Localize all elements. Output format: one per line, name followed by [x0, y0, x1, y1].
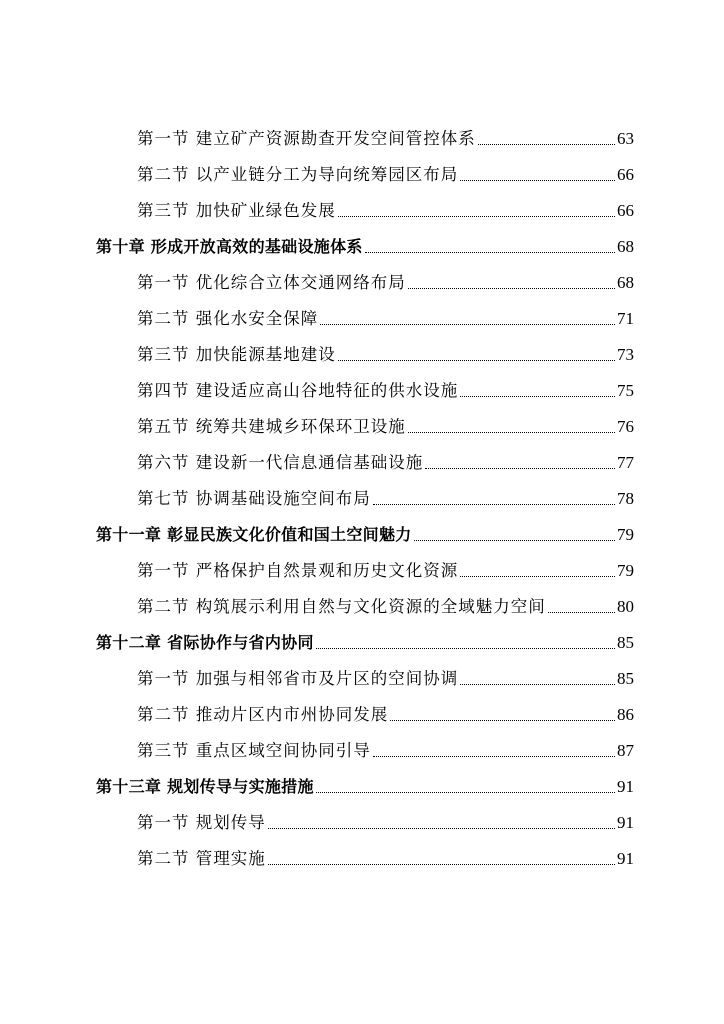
toc-entry-title: 第一节 规划传导: [137, 813, 266, 832]
dot-leader: [373, 503, 615, 505]
toc-entry-page: 66: [617, 201, 634, 220]
toc-entry[interactable]: [137, 808, 634, 834]
dot-leader: [408, 431, 615, 433]
toc-entry-title: 第一节 建立矿产资源勘查开发空间管控体系: [137, 129, 476, 148]
dot-leader: [548, 611, 615, 613]
dot-leader: [460, 179, 615, 181]
toc-entry[interactable]: [137, 844, 634, 870]
toc-entry[interactable]: [137, 448, 634, 474]
dot-leader: [460, 683, 615, 685]
toc-entry-title: 第一节 优化综合立体交通网络布局: [137, 273, 406, 292]
toc-entry[interactable]: [137, 340, 634, 366]
toc-chapter-entry[interactable]: [96, 520, 634, 546]
toc-chapter-title: 第十章 形成开放高效的基础设施体系: [96, 237, 363, 256]
toc-entry[interactable]: [137, 196, 634, 222]
dot-leader: [316, 647, 615, 649]
toc-entry-title: 第一节 加强与相邻省市及片区的空间协调: [137, 669, 459, 688]
toc-chapter-entry[interactable]: [96, 628, 634, 654]
toc-entry-page: 91: [617, 813, 634, 832]
toc-entry-title: 第三节 重点区域空间协同引导: [137, 741, 371, 760]
toc-entry[interactable]: [137, 304, 634, 330]
toc-entry-title: 第七节 协调基础设施空间布局: [137, 489, 371, 508]
toc-entry-page: 73: [617, 345, 634, 364]
toc-entry-page: 78: [617, 489, 634, 508]
dot-leader: [408, 287, 615, 289]
dot-leader: [338, 215, 615, 217]
toc-chapter-title: 第十一章 彰显民族文化价值和国土空间魅力: [96, 525, 412, 544]
dot-leader: [338, 359, 615, 361]
dot-leader: [390, 719, 615, 721]
toc-entry[interactable]: [137, 736, 634, 762]
toc-entry[interactable]: [137, 700, 634, 726]
toc-entry-page: 85: [617, 669, 634, 688]
toc-entry-title: 第四节 建设适应高山谷地特征的供水设施: [137, 381, 459, 400]
dot-leader: [425, 467, 615, 469]
dot-leader: [460, 395, 615, 397]
dot-leader: [268, 827, 615, 829]
toc-entry-page: 80: [617, 597, 634, 616]
toc-entry-title: 第六节 建设新一代信息通信基础设施: [137, 453, 424, 472]
dot-leader: [365, 251, 615, 253]
toc-entry[interactable]: [137, 592, 634, 618]
toc-entry-title: 第二节 管理实施: [137, 849, 266, 868]
toc-entry[interactable]: [137, 124, 634, 150]
toc-entry-page: 86: [617, 705, 634, 724]
toc-entry[interactable]: [137, 484, 634, 510]
toc-chapter-entry[interactable]: [96, 232, 634, 258]
dot-leader: [414, 539, 615, 541]
toc-entry-page: 87: [617, 741, 634, 760]
dot-leader: [268, 863, 615, 865]
toc-entry-page: 68: [617, 273, 634, 292]
dot-leader: [316, 791, 615, 793]
toc-entry-page: 85: [617, 633, 634, 652]
toc-entry-title: 第二节 强化水安全保障: [137, 309, 319, 328]
toc-entry[interactable]: [137, 556, 634, 582]
dot-leader: [320, 323, 615, 325]
toc-entry-title: 第二节 推动片区内市州协同发展: [137, 705, 389, 724]
toc-entry[interactable]: [137, 664, 634, 690]
toc-entry-title: 第二节 以产业链分工为导向统筹园区布局: [137, 165, 459, 184]
toc-entry-page: 79: [617, 525, 634, 544]
toc-entry[interactable]: [137, 412, 634, 438]
toc-entry-page: 91: [617, 777, 634, 796]
toc-entry[interactable]: [137, 376, 634, 402]
toc-entry-page: 79: [617, 561, 634, 580]
toc-entry-title: 第五节 统筹共建城乡环保环卫设施: [137, 417, 406, 436]
toc-entry[interactable]: [137, 268, 634, 294]
toc-entry-page: 76: [617, 417, 634, 436]
toc-entry[interactable]: [137, 160, 634, 186]
toc-entry-page: 75: [617, 381, 634, 400]
toc-entry-title: 第二节 构筑展示利用自然与文化资源的全域魅力空间: [137, 597, 546, 616]
toc-entry-page: 66: [617, 165, 634, 184]
toc-entry-title: 第三节 加快矿业绿色发展: [137, 201, 336, 220]
toc-chapter-title: 第十三章 规划传导与实施措施: [96, 777, 314, 796]
toc-entry-page: 91: [617, 849, 634, 868]
toc-entry-page: 71: [617, 309, 634, 328]
dot-leader: [373, 755, 615, 757]
dot-leader: [460, 575, 615, 577]
toc-entry-page: 68: [617, 237, 634, 256]
toc-chapter-title: 第十二章 省际协作与省内协同: [96, 633, 314, 652]
dot-leader: [478, 143, 615, 145]
toc-entry-title: 第一节 严格保护自然景观和历史文化资源: [137, 561, 459, 580]
toc-entry-title: 第三节 加快能源基地建设: [137, 345, 336, 364]
toc-chapter-entry[interactable]: [96, 772, 634, 798]
toc-entry-page: 63: [617, 129, 634, 148]
toc-entry-page: 77: [617, 453, 634, 472]
